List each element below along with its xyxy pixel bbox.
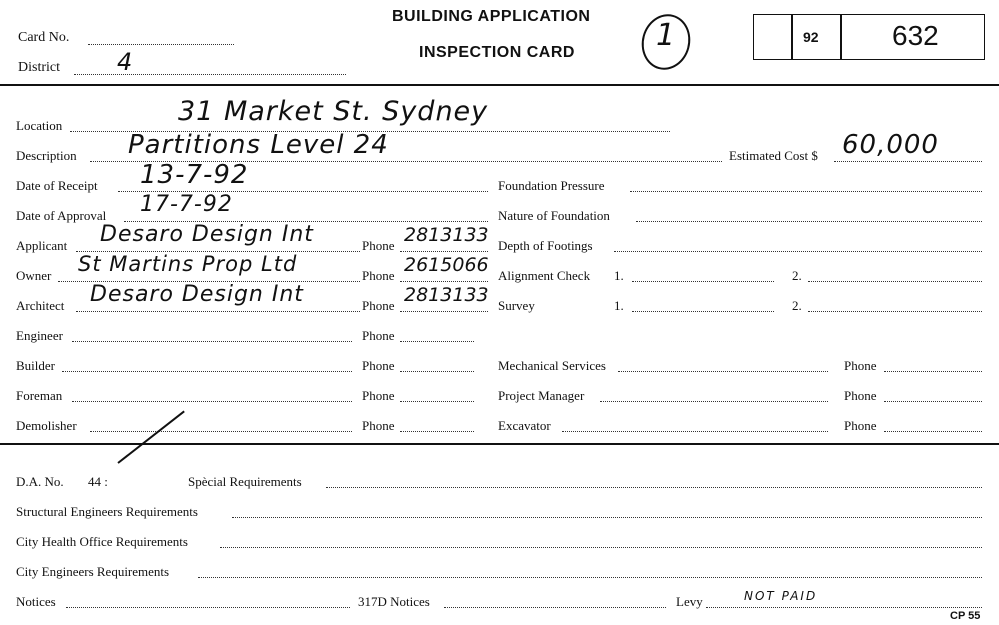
builder-line[interactable] <box>62 371 352 372</box>
mechanical-services-line[interactable] <box>618 371 828 372</box>
project-manager-line[interactable] <box>600 401 828 402</box>
district-label: District <box>18 60 60 75</box>
engineer-phone-label: Phone <box>362 328 395 343</box>
alignment-check-1-line[interactable] <box>632 281 774 282</box>
demolisher-phone-label: Phone <box>362 418 395 433</box>
applicant-phone-value: 2813133 <box>404 224 489 246</box>
survey-1-line[interactable] <box>632 311 774 312</box>
owner-value: St Martins Prop Ltd <box>78 252 298 276</box>
form-code: CP 55 <box>950 610 981 622</box>
description-label: Description <box>16 148 77 163</box>
foreman-line[interactable] <box>72 401 352 402</box>
levy-line[interactable] <box>706 607 982 608</box>
date-receipt-value: 13-7-92 <box>140 160 249 190</box>
excavator-phone-line[interactable] <box>884 431 982 432</box>
foreman-phone-label: Phone <box>362 388 395 403</box>
city-eng-req-line[interactable] <box>198 577 982 578</box>
year-box: 92 <box>803 29 819 45</box>
foundation-pressure-label: Foundation Pressure <box>498 178 605 193</box>
box-divider <box>791 14 793 60</box>
card-no-line[interactable] <box>88 44 234 45</box>
owner-label: Owner <box>16 268 52 283</box>
engineer-line[interactable] <box>72 341 352 342</box>
alignment-check-2-line[interactable] <box>808 281 982 282</box>
project-manager-label: Project Manager <box>498 388 585 403</box>
builder-phone-line[interactable] <box>400 371 474 372</box>
project-manager-phone-line[interactable] <box>884 401 982 402</box>
notices-line[interactable] <box>66 607 350 608</box>
owner-phone-label: Phone <box>362 268 395 283</box>
foreman-label: Foreman <box>16 388 63 403</box>
applicant-phone-line[interactable] <box>400 251 488 252</box>
mechanical-phone-label: Phone <box>844 358 877 373</box>
alignment-check-2-label: 2. <box>792 268 802 283</box>
levy-value: NOT PAID <box>744 589 818 603</box>
description-value: Partitions Level 24 <box>128 130 389 160</box>
nature-foundation-label: Nature of Foundation <box>498 208 610 223</box>
excavator-label: Excavator <box>498 418 551 433</box>
architect-phone-line[interactable] <box>400 311 488 312</box>
form-title-line1: BUILDING APPLICATION <box>392 8 591 25</box>
notices-317d-label: 317D Notices <box>358 594 430 609</box>
location-value: 31 Market St. Sydney <box>178 96 489 127</box>
architect-label: Architect <box>16 298 65 313</box>
section-rule <box>0 443 999 445</box>
demolisher-line[interactable] <box>90 431 352 432</box>
survey-2-line[interactable] <box>808 311 982 312</box>
builder-label: Builder <box>16 358 55 373</box>
applicant-phone-label: Phone <box>362 238 395 253</box>
levy-label: Levy <box>676 594 703 609</box>
architect-line[interactable] <box>76 311 360 312</box>
architect-phone-value: 2813133 <box>404 284 489 306</box>
health-req-line[interactable] <box>220 547 982 548</box>
district-value: 4 <box>117 48 134 76</box>
da-no-label: D.A. No. <box>16 474 64 489</box>
engineer-phone-line[interactable] <box>400 341 474 342</box>
circled-number: 1 <box>656 18 677 53</box>
alignment-check-1-label: 1. <box>614 268 624 283</box>
district-line[interactable] <box>74 74 346 75</box>
applicant-label: Applicant <box>16 238 68 253</box>
survey-1-label: 1. <box>614 298 624 313</box>
box-divider <box>840 14 842 60</box>
location-label: Location <box>16 118 63 133</box>
depth-footings-line[interactable] <box>614 251 982 252</box>
special-requirements-line[interactable] <box>326 487 982 488</box>
date-approval-label: Date of Approval <box>16 208 107 223</box>
excavator-line[interactable] <box>562 431 828 432</box>
card-no-label: Card No. <box>18 30 70 45</box>
card-number-box <box>753 14 985 60</box>
mechanical-services-label: Mechanical Services <box>498 358 606 373</box>
structural-req-line[interactable] <box>232 517 982 518</box>
notices-label: Notices <box>16 594 56 609</box>
estimated-cost-label: Estimated Cost $ <box>729 148 818 163</box>
date-receipt-label: Date of Receipt <box>16 178 98 193</box>
header-rule <box>0 84 999 86</box>
applicant-value: Desaro Design Int <box>100 222 314 247</box>
engineer-label: Engineer <box>16 328 63 343</box>
foreman-phone-line[interactable] <box>400 401 474 402</box>
depth-footings-label: Depth of Footings <box>498 238 593 253</box>
demolisher-phone-line[interactable] <box>400 431 474 432</box>
owner-phone-value: 2615066 <box>404 254 489 276</box>
demolisher-label: Demolisher <box>16 418 77 433</box>
city-eng-req-label: City Engineers Requirements <box>16 564 170 579</box>
survey-2-label: 2. <box>792 298 802 313</box>
owner-phone-line[interactable] <box>400 281 488 282</box>
estimated-cost-value: 60,000 <box>842 130 939 160</box>
da-no-slash <box>117 410 184 463</box>
nature-foundation-line[interactable] <box>636 221 982 222</box>
builder-phone-label: Phone <box>362 358 395 373</box>
health-req-label: City Health Office Requirements <box>16 534 188 549</box>
card-number: 632 <box>892 20 939 51</box>
structural-req-label: Structural Engineers Requirements <box>16 504 198 519</box>
da-no-value: 44 : <box>88 474 108 489</box>
special-requirements-label: Spècial Requirements <box>188 474 302 489</box>
mechanical-phone-line[interactable] <box>884 371 982 372</box>
form-title-line2: INSPECTION CARD <box>419 44 575 61</box>
project-manager-phone-label: Phone <box>844 388 877 403</box>
alignment-check-label: Alignment Check <box>498 268 591 283</box>
foundation-pressure-line[interactable] <box>630 191 982 192</box>
excavator-phone-label: Phone <box>844 418 877 433</box>
architect-phone-label: Phone <box>362 298 395 313</box>
survey-label: Survey <box>498 298 535 313</box>
architect-value: Desaro Design Int <box>90 282 304 307</box>
estimated-cost-line[interactable] <box>834 161 982 162</box>
notices-317d-line[interactable] <box>444 607 666 608</box>
date-approval-value: 17-7-92 <box>140 192 233 217</box>
